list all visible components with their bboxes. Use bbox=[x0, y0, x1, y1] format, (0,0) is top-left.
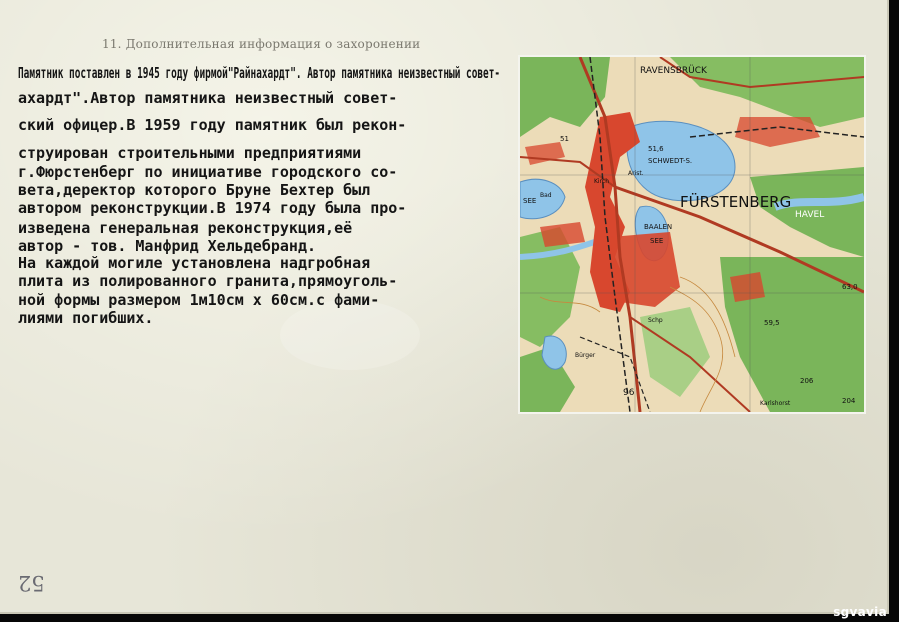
body-line: Памятник поставлен в 1945 году фирмой"Райнахардт". Автор памятника неизвестный совет- bbox=[18, 64, 501, 82]
map-label-furstenberg: FÜRSTENBERG bbox=[680, 193, 792, 211]
page-number-mark: 52 bbox=[18, 571, 45, 595]
map-label-schp: Schp bbox=[648, 317, 663, 324]
body-line: струирован строительными предприятиями bbox=[18, 144, 362, 162]
map-label-elevation: 51,6 bbox=[648, 145, 664, 153]
map-label-burger: Bürger bbox=[575, 352, 596, 359]
map-label-bad: Bad bbox=[540, 192, 552, 199]
map-label-karlshorst: Karlshorst bbox=[760, 400, 791, 407]
body-line: автор - тов. Манфрид Хельдебранд. bbox=[18, 237, 317, 255]
map-label-number: 96 bbox=[623, 388, 635, 398]
body-line: ной формы размером 1м10см х 60см.с фами- bbox=[18, 291, 380, 309]
map-label-number: 51 bbox=[560, 135, 569, 143]
map-label-arist: Arist. bbox=[628, 170, 644, 177]
map-label-number: 206 bbox=[800, 377, 814, 385]
body-line: ахардт".Автор памятника неизвестный совет- bbox=[18, 89, 398, 107]
map-label-baalen: BAALEN bbox=[644, 223, 673, 231]
body-line: вета,деректор которого Бруне Бехтер был bbox=[18, 181, 371, 199]
watermark: sgvavia bbox=[833, 605, 887, 619]
section-header: 11. Дополнительная информация о захоронении bbox=[102, 37, 421, 51]
map-label-elevation: 63,0 bbox=[842, 283, 858, 291]
map-label-elevation: 59,5 bbox=[764, 319, 780, 327]
body-line: На каждой могиле установлена надгробная bbox=[18, 254, 371, 272]
body-line: лиями погибших. bbox=[18, 309, 154, 327]
body-line: г.Фюрстенберг по инициативе городского со- bbox=[18, 163, 398, 181]
town-area bbox=[730, 272, 765, 302]
map-graphic bbox=[520, 57, 864, 412]
map-label-havel: HAVEL bbox=[795, 210, 825, 220]
map-label-ravensbruck: RAVENSBRÜCK bbox=[640, 66, 707, 76]
map-label-schwedt: SCHWEDT-S. bbox=[648, 157, 693, 165]
map-label-kirch: Kirch bbox=[594, 178, 610, 185]
map-label-baalen-see: SEE bbox=[650, 237, 664, 245]
body-line: плита из полированного гранита,прямоуголь- bbox=[18, 272, 398, 290]
map-label-number: 204 bbox=[842, 397, 856, 405]
paper-stain bbox=[280, 300, 420, 370]
body-line: автором реконструкции.В 1974 году была про- bbox=[18, 199, 407, 217]
map-label-see-west: SEE bbox=[523, 197, 537, 205]
topographic-map bbox=[520, 57, 864, 412]
body-line: ский офицер.В 1959 году памятник был рекон- bbox=[18, 116, 407, 134]
body-line: изведена генеральная реконструкция,её bbox=[18, 219, 353, 237]
